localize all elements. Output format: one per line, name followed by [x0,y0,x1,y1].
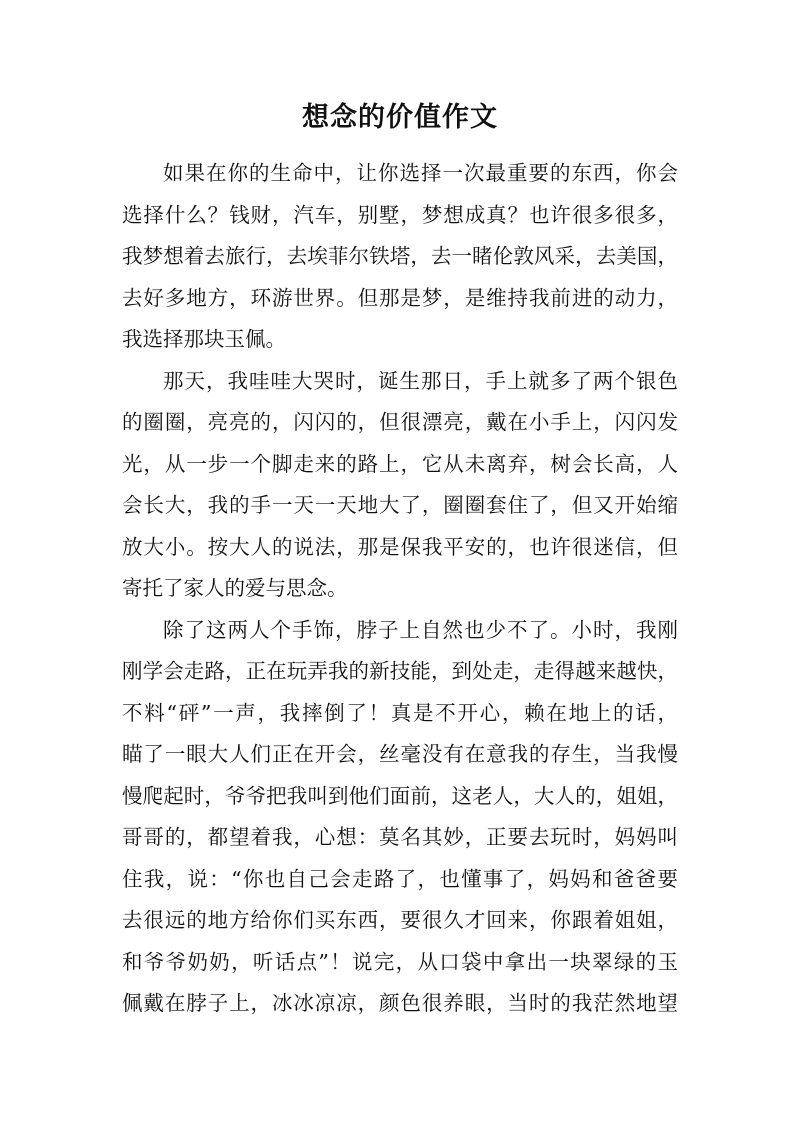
text-line: 刚学会走路，正在玩弄我的新技能，到处走，走得越来越快， [122,659,678,683]
text-line: 除了这两人个手饰，脖子上自然也少不了。小时，我刚 [163,617,678,642]
text-line: 寄托了家人的爱与思念。 [122,576,348,600]
text-line: 如果在你的生命中，让你选择一次最重要的东西，你会 [163,161,678,185]
text-line: 那天，我哇哇大哭时，诞生那日，手上就多了两个银色 [163,368,678,393]
text-line: 不料“砰”一声，我摔倒了！真是不开心，赖在地上的话， [122,700,678,725]
text-line: 瞄了一眼大人们正在开会，丝毫没有在意我的存生，当我慢 [122,742,678,766]
text-line: 我选择那块玉佩。 [122,327,286,351]
text-line: 去好多地方，环游世界。但那是梦，是维持我前进的动力， [122,285,678,310]
paragraph-1 [122,153,678,361]
document-title: 想念的价值作文 [302,102,498,133]
text-line: 住我，说：“你也自己会走路了，也懂事了，妈妈和爸爸要 [122,866,678,891]
text-line: 和爷爷奶奶，听话点”！说完，从口袋中拿出一块翠绿的玉 [122,949,678,974]
text-line: 我梦想着去旅行，去埃菲尔铁塔，去一睹伦敦风采，去美国， [122,244,678,268]
text-line: 光，从一步一个脚走来的路上，它从未离弃，树会长高，人 [122,451,678,476]
text-line: 的圈圈，亮亮的，闪闪的，但很漂亮，戴在小手上，闪闪发 [122,410,678,434]
text-line: 放大小。按大人的说法，那是保我平安的，也许很迷信，但 [122,534,678,559]
text-line: 去很远的地方给你们买东西，要很久才回来，你跟着姐姐， [122,908,678,932]
paragraph-3 [122,610,678,1025]
text-line: 选择什么？钱财，汽车，别墅，梦想成真？也许很多很多， [122,202,678,227]
text-line: 哥哥的，都望着我，心想：莫名其妙，正要去玩时，妈妈叫 [122,825,678,849]
text-line: 慢爬起时，爷爷把我叫到他们面前，这老人，大人的，姐姐， [122,783,678,808]
text-line: 佩戴在脖子上，冰冰凉凉，颜色很养眼，当时的我茫然地望 [122,991,678,1015]
document-body [122,153,678,1025]
text-line: 会长大，我的手一天一天地大了，圈圈套住了，但又开始缩 [122,493,678,517]
paragraph-2 [122,361,678,610]
